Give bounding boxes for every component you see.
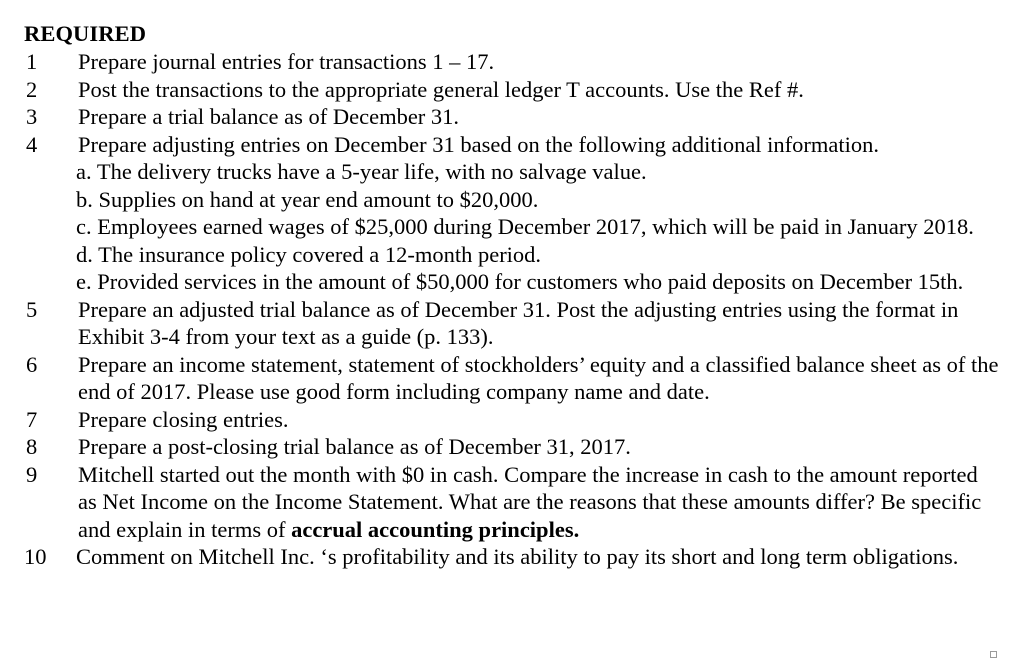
list-item-6 bbox=[24, 351, 999, 406]
item-text: Prepare an income statement, statement of stockholders’ equity and a classified balance sheet as of the end of 2017. Please use good form including company name and date. bbox=[78, 351, 999, 404]
list-item-10 bbox=[24, 543, 999, 571]
list-item-5 bbox=[24, 296, 999, 351]
item-number: 1 bbox=[26, 49, 38, 74]
subitem-e: e. Provided services in the amount of $50,000 for customers who paid deposits on December 15th. bbox=[76, 269, 964, 294]
item-number: 8 bbox=[26, 434, 38, 459]
item-text: Post the transactions to the appropriate general ledger T accounts. Use the Ref #. bbox=[78, 76, 804, 102]
list-item-2 bbox=[24, 76, 999, 104]
resize-handle bbox=[990, 651, 997, 658]
item-text: Prepare closing entries. bbox=[78, 406, 289, 432]
list-item-3 bbox=[24, 103, 999, 131]
item-number: 6 bbox=[26, 351, 38, 377]
item-text bbox=[78, 461, 999, 544]
subitem-c: c. Employees earned wages of $25,000 during December 2017, which will be paid in January 2018. bbox=[76, 214, 974, 239]
requirements-document bbox=[24, 20, 999, 571]
item-text: Prepare adjusting entries on December 31 based on the following additional information. bbox=[78, 131, 880, 157]
item-text: Prepare journal entries for transactions 1 – 17. bbox=[78, 49, 495, 74]
list-item-4 bbox=[24, 131, 999, 159]
item-number: 4 bbox=[26, 131, 38, 157]
item-text: Comment on Mitchell Inc. ‘s profitability and its ability to pay its short and long term obligations. bbox=[76, 544, 959, 569]
item-text-bold: accrual accounting principles. bbox=[291, 516, 580, 542]
list-item-8 bbox=[24, 433, 999, 461]
item-number: 5 bbox=[26, 296, 38, 322]
list-item-1 bbox=[24, 48, 999, 76]
item-number: 9 bbox=[26, 461, 38, 487]
subitem-d: d. The insurance policy covered a 12-month period. bbox=[76, 241, 542, 267]
subitem-b: b. Supplies on hand at year end amount to $20,000. bbox=[76, 186, 539, 212]
item-text: Prepare a post-closing trial balance as of December 31, 2017. bbox=[78, 434, 631, 459]
item-text-plain: Mitchell started out the month with $0 in cash. Compare the increase in cash to the amount reported as Net Income on the Income Statement. What are the reasons that these amounts differ? Be specific and explain in terms of bbox=[78, 461, 982, 542]
item-number: 10 bbox=[24, 544, 47, 569]
list-item-9 bbox=[24, 461, 999, 544]
item-text: Prepare an adjusted trial balance as of December 31. Post the adjusting entries using the format in Exhibit 3-4 from your text as a guide (p. 133). bbox=[78, 296, 959, 349]
item-number: 2 bbox=[26, 76, 38, 102]
item-number: 7 bbox=[26, 406, 38, 432]
item-number: 3 bbox=[26, 104, 38, 129]
required-heading: REQUIRED bbox=[24, 21, 147, 46]
item-text: Prepare a trial balance as of December 31. bbox=[78, 104, 460, 129]
subitem-a: a. The delivery trucks have a 5-year life, with no salvage value. bbox=[76, 159, 647, 184]
list-item-7 bbox=[24, 406, 999, 434]
